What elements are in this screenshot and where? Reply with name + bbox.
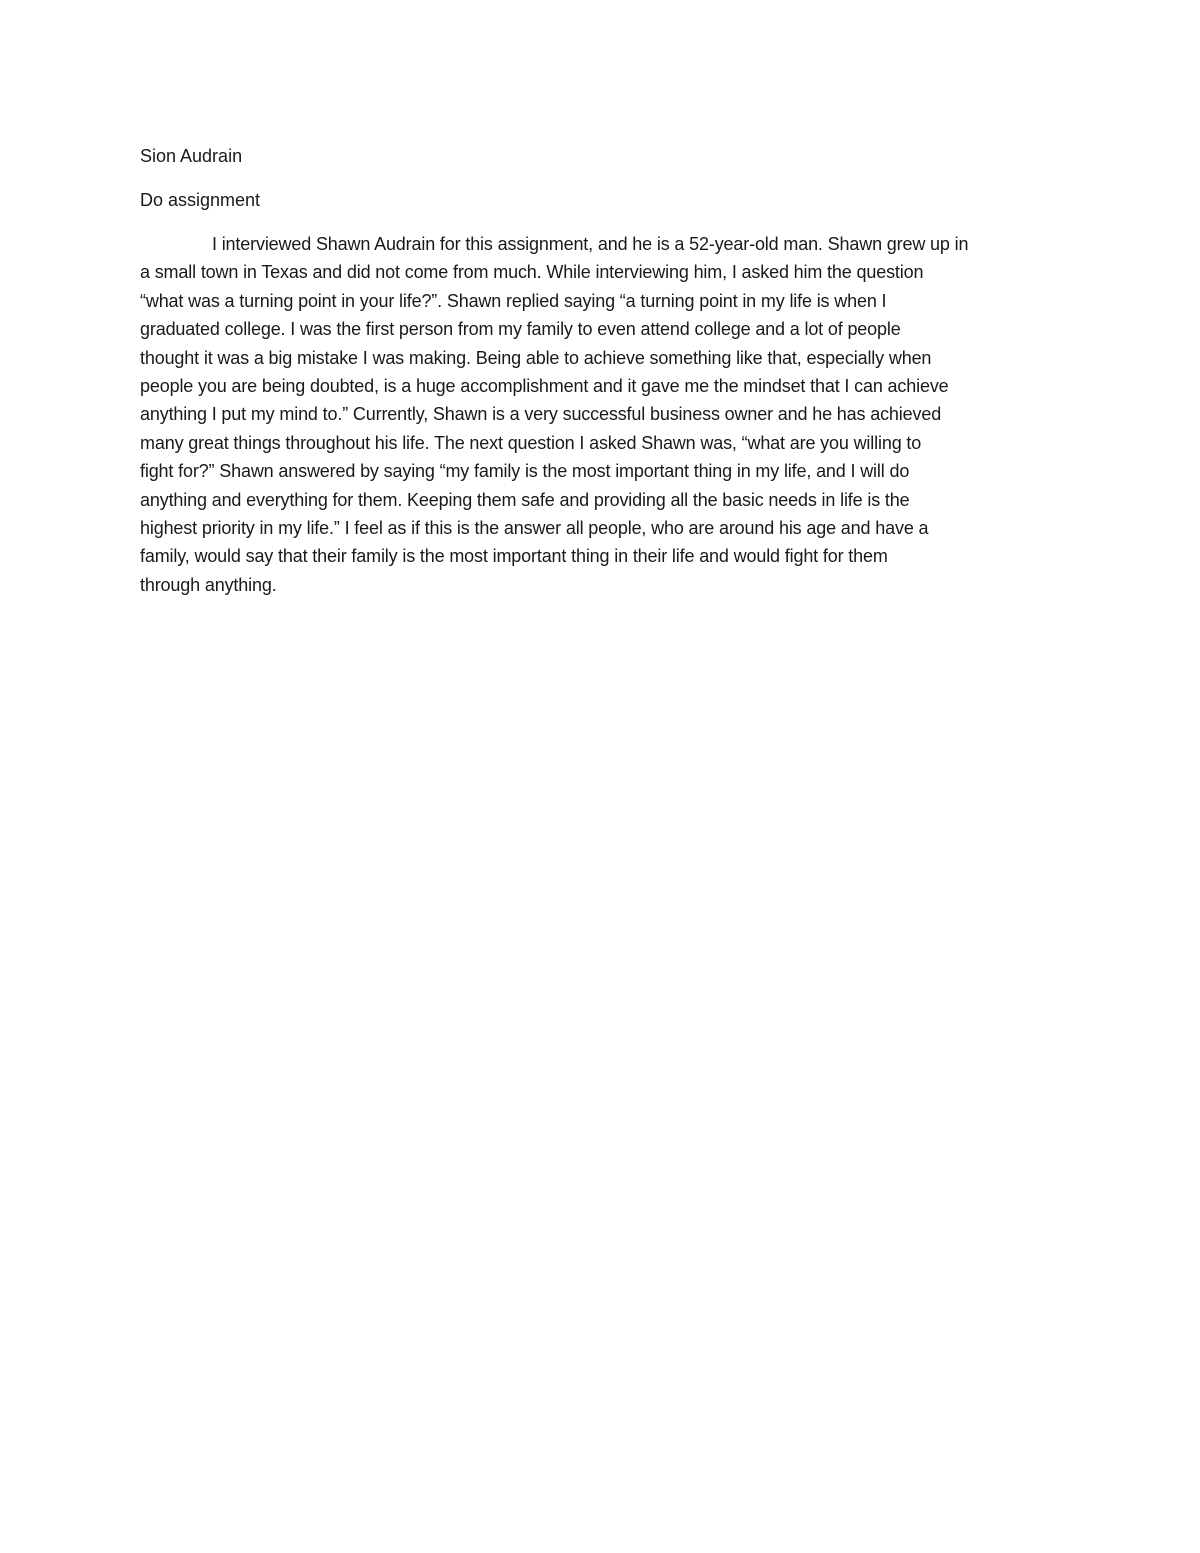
paragraph-line: a small town in Texas and did not come from much. While interviewing him, I asked him the question xyxy=(140,262,924,283)
paragraph-line: fight for?” Shawn answered by saying “my family is the most important thing in my life, and I will do xyxy=(140,461,910,482)
paragraph-line: through anything. xyxy=(140,574,277,595)
paragraph-line: many great things throughout his life. The next question I asked Shawn was, “what are you willing to xyxy=(140,432,922,453)
author-name: Sion Audrain xyxy=(140,146,243,166)
paragraph-line: graduated college. I was the first person from my family to even attend college and a lot of people xyxy=(140,319,901,340)
assignment-title: Do assignment xyxy=(140,190,261,210)
paragraph-line: family, would say that their family is the most important thing in their life and would fight for them xyxy=(140,546,888,567)
paragraph-line: “what was a turning point in your life?”. Shawn replied saying “a turning point in my life is when I xyxy=(140,290,887,311)
paragraph-line: highest priority in my life.” I feel as if this is the answer all people, who are around his age and have a xyxy=(140,518,929,539)
paragraph-line: anything I put my mind to.” Currently, Shawn is a very successful business owner and he has achieved xyxy=(140,404,942,425)
paragraph-line: anything and everything for them. Keeping them safe and providing all the basic needs in life is the xyxy=(140,489,910,510)
paragraph-line: people you are being doubted, is a huge accomplishment and it gave me the mindset that I can achieve xyxy=(140,376,949,397)
paragraph-line: I interviewed Shawn Audrain for this assignment, and he is a 52-year-old man. Shawn grew up in xyxy=(212,234,969,254)
body-paragraph xyxy=(140,230,1060,599)
paragraph-line: thought it was a big mistake I was making. Being able to achieve something like that, especially when xyxy=(140,347,932,368)
document-content xyxy=(140,142,1060,599)
